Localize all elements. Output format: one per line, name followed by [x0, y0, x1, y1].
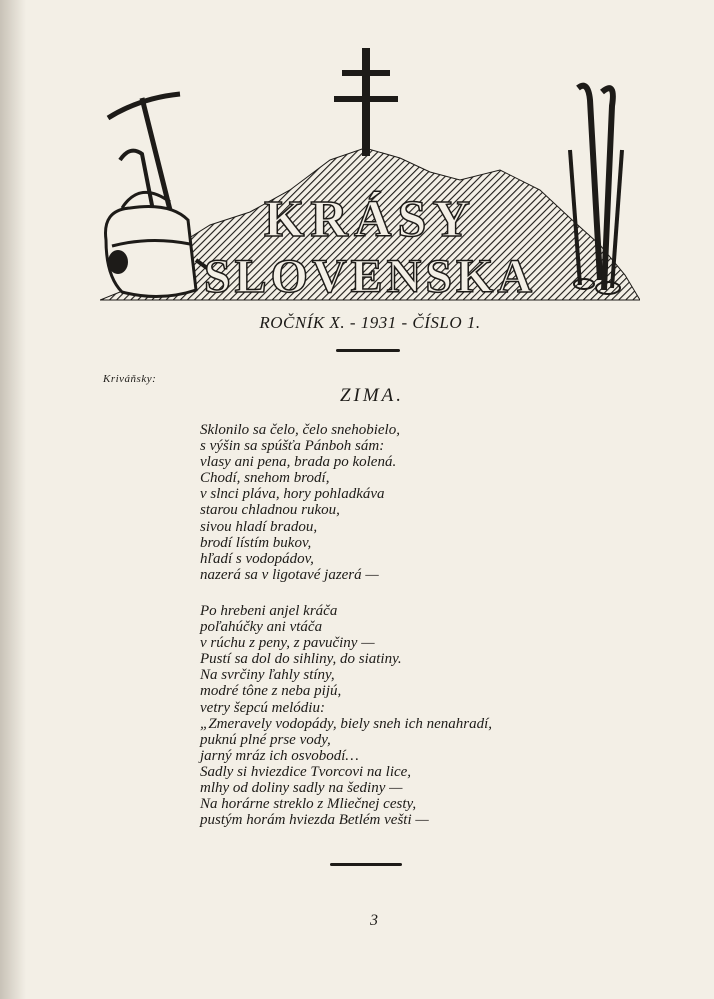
- poem-line: Po hrebeni anjel kráča: [200, 603, 338, 619]
- divider-rule: [330, 863, 402, 866]
- poem-line: Chodí, snehom brodí,: [200, 470, 330, 487]
- poem-title: ZIMA.: [339, 385, 405, 406]
- poem-line: s výšin sa spúšťa Pánboh sám:: [200, 438, 385, 455]
- poem-line: Na horárne streklo z Mliečnej cesty,: [200, 796, 417, 813]
- poem-line: Sklonilo sa čelo, čelo snehobielo,: [200, 422, 400, 438]
- poem-stanza-2: [200, 603, 492, 828]
- poem-line: hľadí s vodopádov,: [200, 550, 314, 567]
- poem-line: Na svrčiny ľahly stíny,: [200, 667, 335, 684]
- poem-line: starou chladnou rukou,: [200, 502, 340, 519]
- poem-line: Sadly si hviezdice Tvorcovi na lice,: [200, 763, 412, 780]
- poem-line: mlhy od doliny sadly na šediny —: [200, 780, 403, 797]
- header-illustration: [100, 40, 640, 308]
- poem-line: pustým horám hviezda Betlém vešti —: [200, 812, 429, 829]
- poem-line: poľahúčky ani vtáča: [200, 619, 323, 636]
- author-name: Kriváňsky:: [103, 373, 157, 385]
- page-number: 3: [370, 912, 378, 929]
- divider-rule: [336, 349, 400, 352]
- poem-stanza-1: [200, 422, 400, 583]
- poem-line: modré tône z neba pijú,: [200, 683, 342, 700]
- logo-text-line2: SLOVENSKA: [203, 250, 537, 303]
- poem-line: nazerá sa v ligotavé jazerá —: [200, 566, 379, 583]
- issue-line: ROČNÍK X. - 1931 - ČÍSLO 1.: [259, 313, 481, 332]
- poem-line: vetry šepcú melódiu:: [200, 699, 325, 716]
- poem-line: sivou hladí bradou,: [200, 518, 318, 535]
- poem-line: jarný mráz ich osvobodí…: [200, 747, 359, 764]
- double-cross-icon: [334, 48, 398, 156]
- poem-line: vlasy ani pena, brada po kolená.: [200, 454, 397, 471]
- poem-line: v slnci pláva, hory pohladkáva: [200, 486, 385, 503]
- logo-text-line1: KRÁSY: [263, 191, 477, 248]
- poem-line: puknú plné prse vody,: [200, 731, 331, 748]
- poem-line: Pustí sa dol do sihliny, do siatiny.: [200, 651, 402, 668]
- poem-line: „Zmeravely vodopády, biely sneh ich nenahradí,: [200, 715, 493, 732]
- binding-shadow: [0, 0, 26, 999]
- poem-line: brodí lístím bukov,: [200, 534, 312, 551]
- poem-line: v rúchu z peny, z pavučiny —: [200, 635, 375, 652]
